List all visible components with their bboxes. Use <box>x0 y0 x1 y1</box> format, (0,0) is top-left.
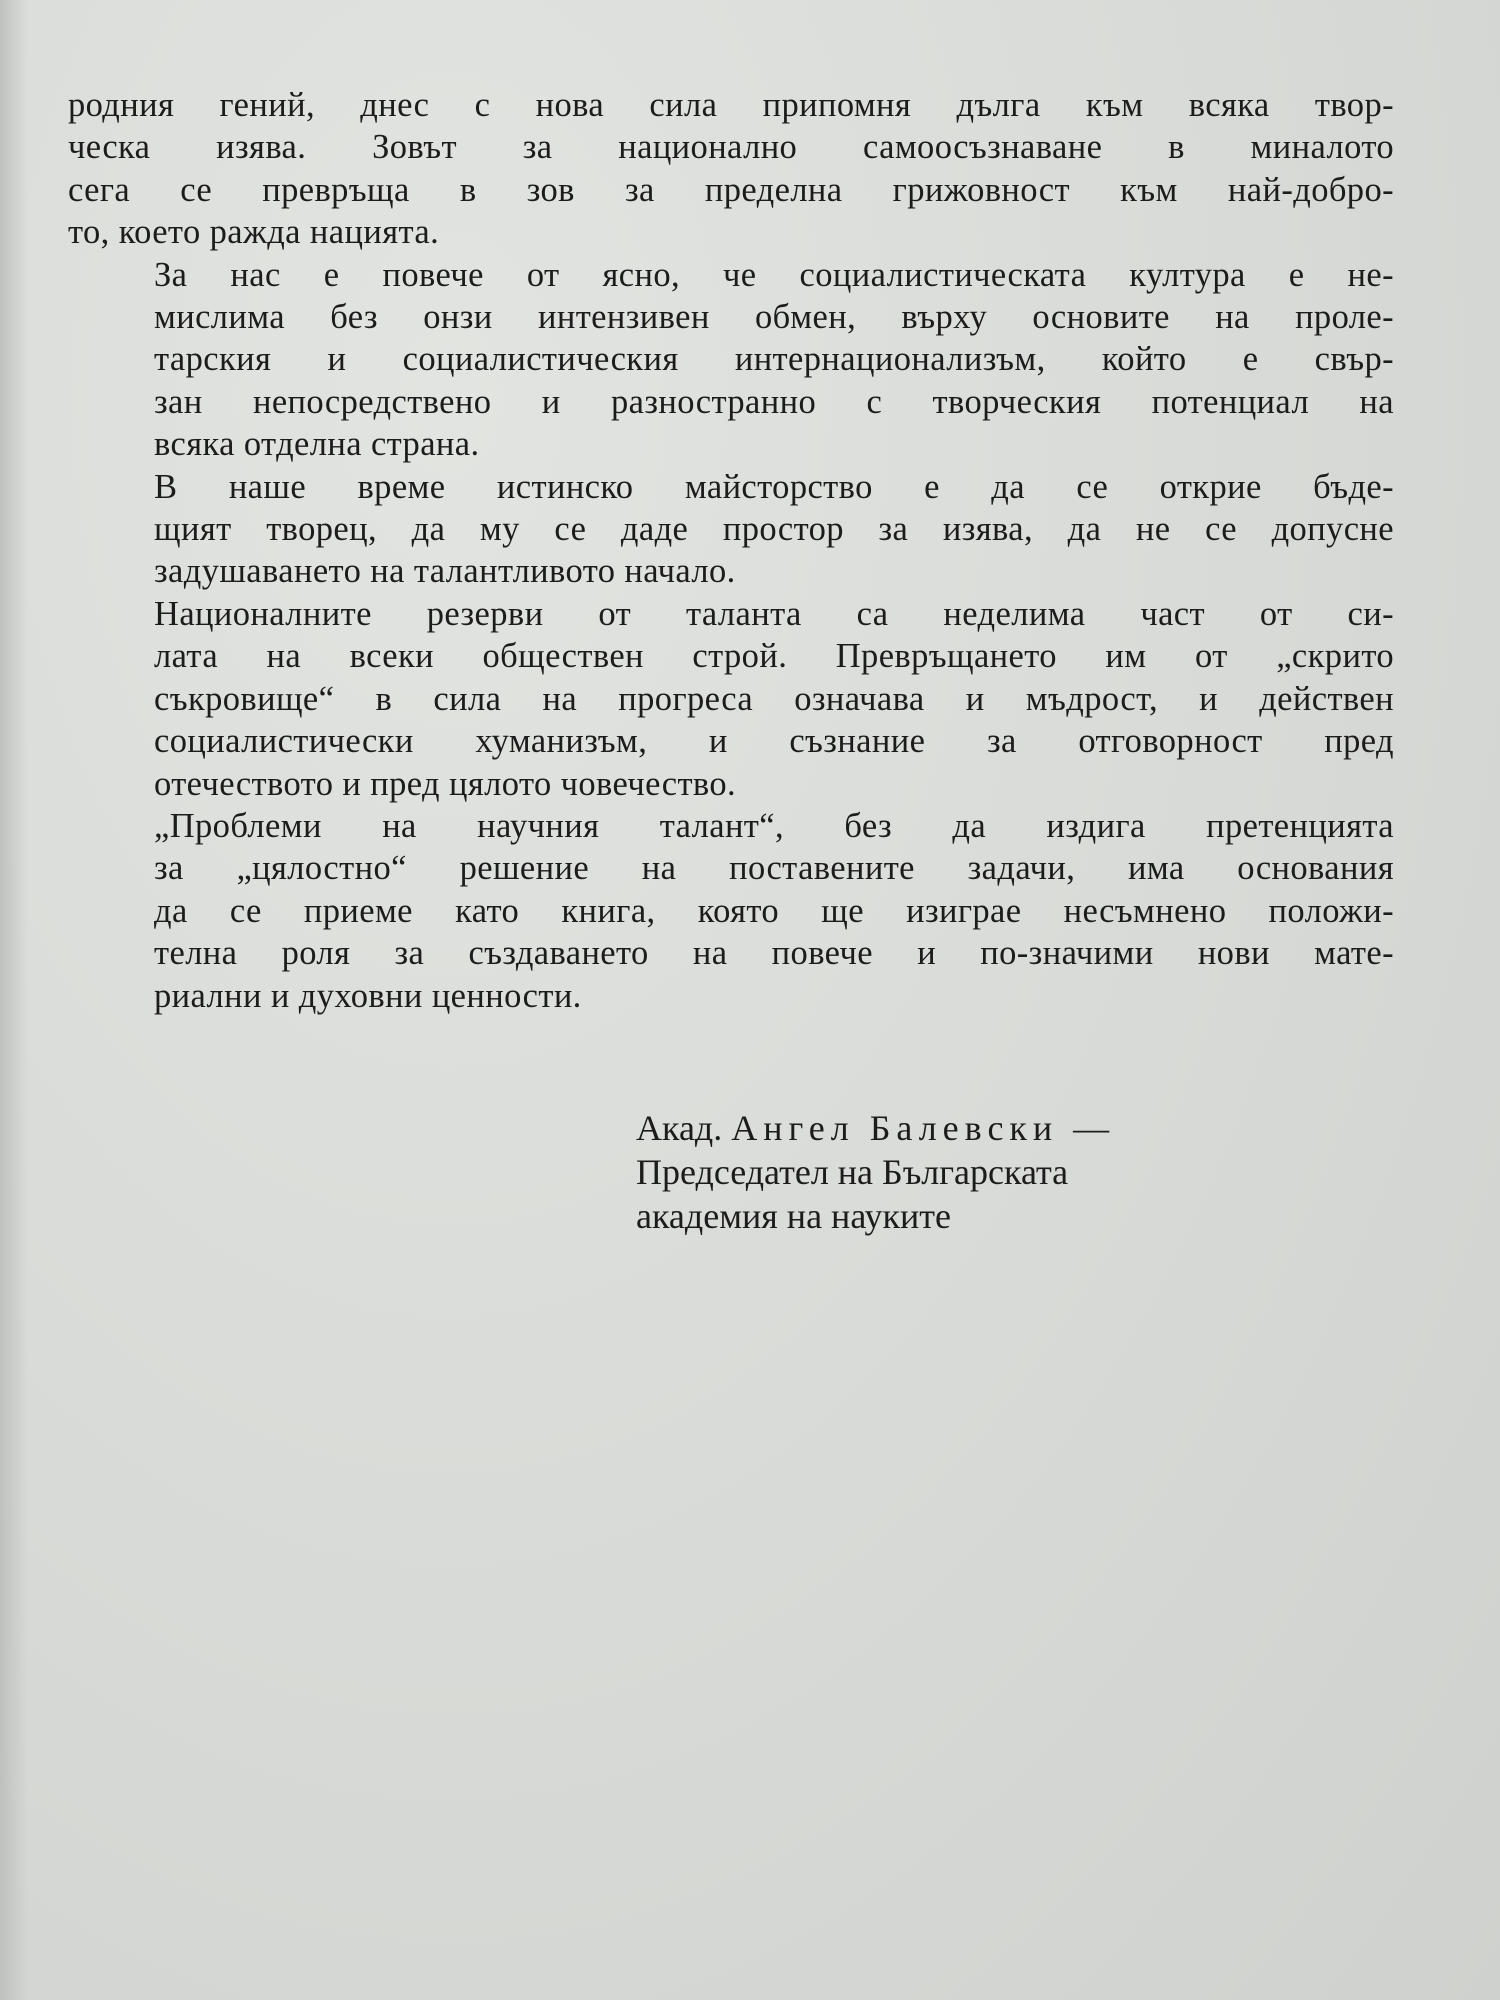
text-line: задушаването на талантливото начало. <box>154 552 736 591</box>
text-line: Националните резерви от таланта са неделима част от си- <box>154 594 1394 633</box>
text-line: всяка отделна страна. <box>154 425 480 464</box>
text-line: „Проблеми на научния талант“, без да издига претенцията <box>154 806 1394 845</box>
body-text <box>68 84 1394 1017</box>
paragraph-4 <box>68 593 1394 805</box>
text-line: за „цялостно“ решение на поставените задачи, има основания <box>154 849 1394 888</box>
text-line: социалистически хуманизъм, и съзнание за отговорност пред <box>154 722 1394 761</box>
text-line: то, което ражда нацията. <box>68 213 440 252</box>
text-line: съкровище“ в сила на прогреса означава и мъдрост, и действен <box>154 679 1394 718</box>
paragraph-3 <box>68 466 1394 593</box>
text-line: риални и духовни ценности. <box>154 976 582 1015</box>
text-line: родния гений, днес с нова сила припомня дълга към всяка твор- <box>68 86 1394 124</box>
text-line: сега се превръща в зов за пределна грижовност към най-добро- <box>68 170 1394 209</box>
signature-prefix: Акад. <box>636 1108 723 1148</box>
paragraph-1 <box>68 84 1394 254</box>
signature-name-line <box>636 1106 1356 1150</box>
signature-block <box>636 1106 1356 1238</box>
text-line: зан непосредствено и разностранно с творческия потенциал на <box>154 382 1394 421</box>
text-line: В наше време истинско майсторство е да се открие бъде- <box>154 467 1394 506</box>
text-line: ческа изява. Зовът за национално самоосъзнаване в миналото <box>68 128 1394 167</box>
signature-title-line-2: академия на науките <box>636 1196 951 1236</box>
text-line: лата на всеки обществен строй. Превръщането им от „скрито <box>154 637 1394 676</box>
paragraph-2 <box>68 254 1394 466</box>
text-line: мислима без онзи интензивен обмен, върху основите на проле- <box>154 298 1394 337</box>
text-line: телна роля за създаването на повече и по-значими нови мате- <box>154 934 1394 973</box>
page-edge-shadow <box>0 0 28 2000</box>
text-line: щият творец, да му се даде простор за изява, да не се допусне <box>154 510 1394 549</box>
paragraph-5 <box>68 805 1394 1017</box>
signature-title-line-1: Председател на Българската <box>636 1152 1069 1192</box>
text-line: За нас е повече от ясно, че социалистическата култура е не- <box>154 255 1394 294</box>
signature-name: Ангел Балевски — <box>731 1108 1116 1148</box>
text-line: тарския и социалистическия интернационализъм, който е свър- <box>154 340 1394 379</box>
text-line: отечеството и пред цялото човечество. <box>154 764 737 803</box>
text-line: да се приеме като книга, която ще изиграе несъмнено положи- <box>154 891 1394 930</box>
